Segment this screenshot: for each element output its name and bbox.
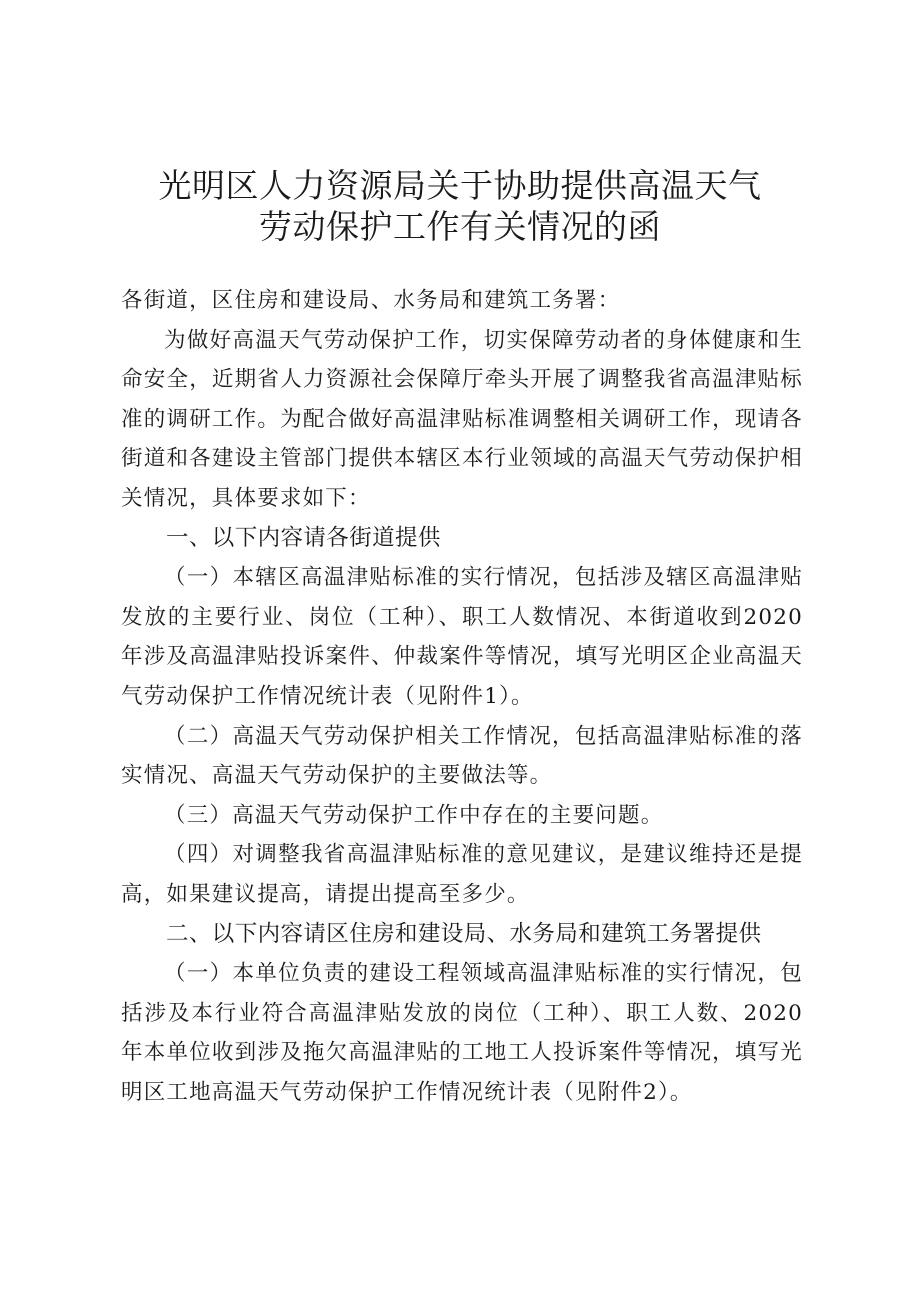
intro-paragraph: 为做好高温天气劳动保护工作，切实保障劳动者的身体健康和生命安全，近期省人力资源社会保障厅牵头开展了调整我省高温津贴标准的调研工作。为配合做好高温津贴标准调整相关调研工作，现请各街道和各建设主管部门提供本辖区本行业领域的高温天气劳动保护相关情况，具体要求如下： [121,327,803,511]
section-2-heading: 二、以下内容请区住房和建设局、水务局和建筑工务署提供 [166,920,762,947]
section-1-item-4: （四）对调整我省高温津贴标准的意见建议，是建议维持还是提高，如果建议提高，请提出提高至多少。 [121,842,803,907]
salutation: 各街道，区住房和建设局、水务局和建筑工务署： [121,288,621,313]
section-1-item-3: （三）高温天气劳动保护工作中存在的主要问题。 [164,802,664,828]
document-title-line-1: 光明区人力资源局关于协助提供高温天气 [158,166,762,205]
document-body [121,281,803,1112]
document-title-line-2: 劳动保护工作有关情况的函 [259,207,661,246]
section-1-item-2: （二）高温天气劳动保护相关工作情况，包括高温津贴标准的落实情况、高温天气劳动保护的主要做法等。 [121,723,803,789]
section-1-heading: 一、以下内容请各街道提供 [166,524,441,551]
section-2-item-1: （一）本单位负责的建设工程领域高温津贴标准的实行情况，包括涉及本行业符合高温津贴发放的岗位（工种）、职工人数、2020年本单位收到涉及拖欠高温津贴的工地工人投诉案件等情况，填写光明区工地高温天气劳动保护工作情况统计表（见附件2）。 [121,961,803,1105]
section-1-item-1: （一）本辖区高温津贴标准的实行情况，包括涉及辖区高温津贴发放的主要行业、岗位（工种）、职工人数情况、本街道收到2020年涉及高温津贴投诉案件、仲裁案件等情况，填写光明区企业高温天气劳动保护工作情况统计表（见附件1）。 [121,565,803,709]
